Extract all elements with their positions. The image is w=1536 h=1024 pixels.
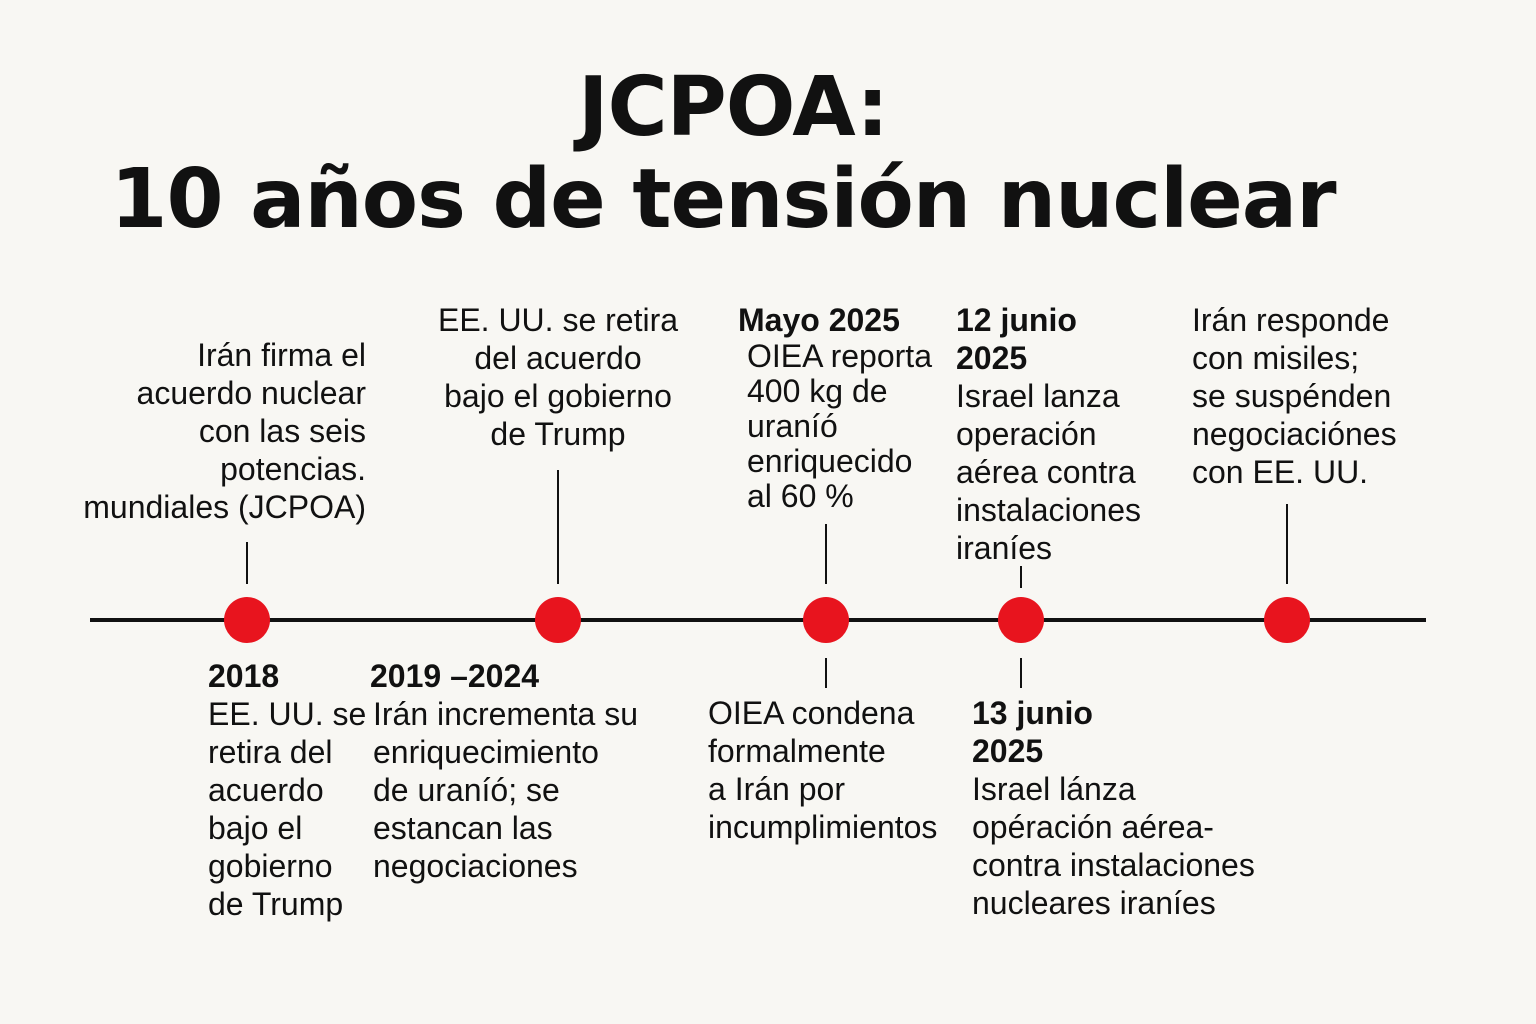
connector-below-3 bbox=[825, 658, 827, 688]
event-below-1-text: EE. UU. se retira del acuerdo bajo el gobierno de Trump bbox=[208, 696, 367, 922]
connector-below-4 bbox=[1020, 658, 1022, 688]
event-above-5-text: Irán responde con misiles; se suspénden negociaciónes con EE. UU. bbox=[1192, 302, 1397, 490]
event-above-3-text: OIEA reporta 400 kg de uraníó enriquecido al 60 % bbox=[747, 338, 932, 514]
connector-above-1 bbox=[246, 542, 248, 584]
event-below-4-text: Israel lánza opéración aérea- contra instalaciones nucleares iraníes bbox=[972, 771, 1255, 921]
event-below-4 bbox=[972, 694, 1255, 922]
title-line-1: JCPOA: bbox=[577, 60, 889, 155]
timeline-dot-4 bbox=[998, 597, 1044, 643]
timeline-axis bbox=[90, 618, 1426, 622]
event-above-2-text: EE. UU. se retira del acuerdo bajo el gobierno de Trump bbox=[437, 302, 679, 452]
timeline-dot-3 bbox=[803, 597, 849, 643]
event-above-3-date: Mayo 2025 bbox=[738, 302, 900, 338]
event-below-3-text: OIEA condena formalmente a Irán por incumplimientos bbox=[708, 695, 938, 845]
connector-above-4 bbox=[1020, 566, 1022, 588]
event-below-1 bbox=[208, 657, 366, 923]
event-above-1 bbox=[83, 336, 366, 526]
event-above-5 bbox=[1192, 301, 1397, 491]
title-line-2: 10 años de tensión nuclear bbox=[110, 151, 1336, 247]
timeline-dot-1 bbox=[224, 597, 270, 643]
connector-above-3 bbox=[825, 524, 827, 584]
event-below-4-date: 13 junio 2025 bbox=[972, 695, 1093, 769]
event-above-4-date: 12 junio 2025 bbox=[956, 302, 1077, 376]
timeline-dot-5 bbox=[1264, 597, 1310, 643]
event-below-2-text: Irán incrementa su enriquecimiento de uraníó; se estancan las negociaciones bbox=[373, 696, 639, 884]
event-below-1-date: 2018 bbox=[208, 658, 280, 694]
event-above-1-text: Irán firma el acuerdo nuclear con las seis potencias. mundiales (JCPOA) bbox=[83, 337, 366, 525]
event-above-4 bbox=[956, 301, 1141, 567]
connector-above-2 bbox=[557, 470, 559, 584]
connector-above-5 bbox=[1286, 504, 1288, 584]
event-above-4-text: Israel lanza operación aérea contra instalaciones iraníes bbox=[956, 378, 1141, 566]
timeline-dot-2 bbox=[535, 597, 581, 643]
event-below-2 bbox=[370, 657, 638, 885]
event-above-3 bbox=[738, 301, 932, 514]
page-title bbox=[0, 62, 1456, 246]
event-below-2-date: 2019 –2024 bbox=[370, 658, 540, 694]
event-below-3 bbox=[708, 694, 937, 846]
event-above-2 bbox=[432, 301, 684, 453]
